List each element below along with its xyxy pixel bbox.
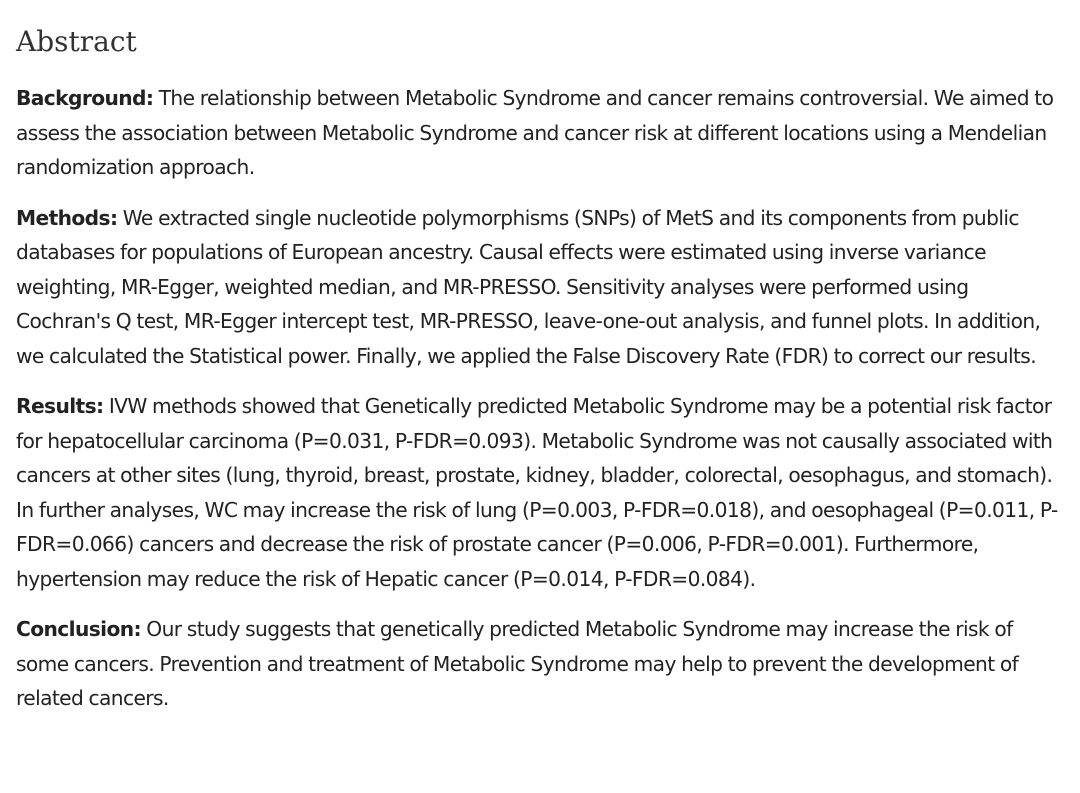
conclusion-paragraph [16, 612, 1064, 716]
background-paragraph [16, 81, 1064, 185]
results-label: Results: [16, 394, 104, 418]
methods-text: We extracted single nucleotide polymorphisms (SNPs) of MetS and its components from public databases for populations of European ancestry. Causal effects were estimated using inverse variance weighting, MR-Egger, weighted median, and MR-PRESSO. Sensitivity analyses were performed using Cochran's Q test, MR-Egger intercept test, MR-PRESSO, leave-one-out analysis, and funnel plots. In addition, we calculated the Statistical power. Finally, we applied the False Discovery Rate (FDR) to correct our results. [16, 205, 1041, 368]
background-text: The relationship between Metabolic Syndrome and cancer remains controversial. We aimed to assess the association between Metabolic Syndrome and cancer risk at different locations using a Mendelian randomization approach. [16, 86, 1054, 179]
results-paragraph [16, 389, 1064, 596]
methods-label: Methods: [16, 205, 118, 230]
methods-paragraph [16, 201, 1064, 374]
conclusion-text: Our study suggests that genetically predicted Metabolic Syndrome may increase the risk of some cancers. Prevention and treatment of Metabolic Syndrome may help to prevent the development of related cancers. [16, 617, 1019, 710]
conclusion-label: Conclusion: [16, 617, 141, 641]
results-text: IVW methods showed that Genetically predicted Metabolic Syndrome may be a potential risk factor for hepatocellular carcinoma (P=0.031, P-FDR=0.093). Metabolic Syndrome was not causally associated with cancers at other sites (lung, thyroid, breast, prostate, kidney, bladder, colorectal, oesophagus, and stomach). In further analyses, WC may increase the risk of lung (P=0.003, P-FDR=0.018), and oesophageal (P=0.011, P-FDR=0.066) cancers and decrease the risk of prostate cancer (P=0.006, P-FDR=0.001). Furthermore, hypertension may reduce the risk of Hepatic cancer (P=0.014, P-FDR=0.084). [16, 394, 1058, 591]
background-label: Background: [16, 86, 154, 110]
abstract-heading: Abstract [16, 25, 137, 58]
